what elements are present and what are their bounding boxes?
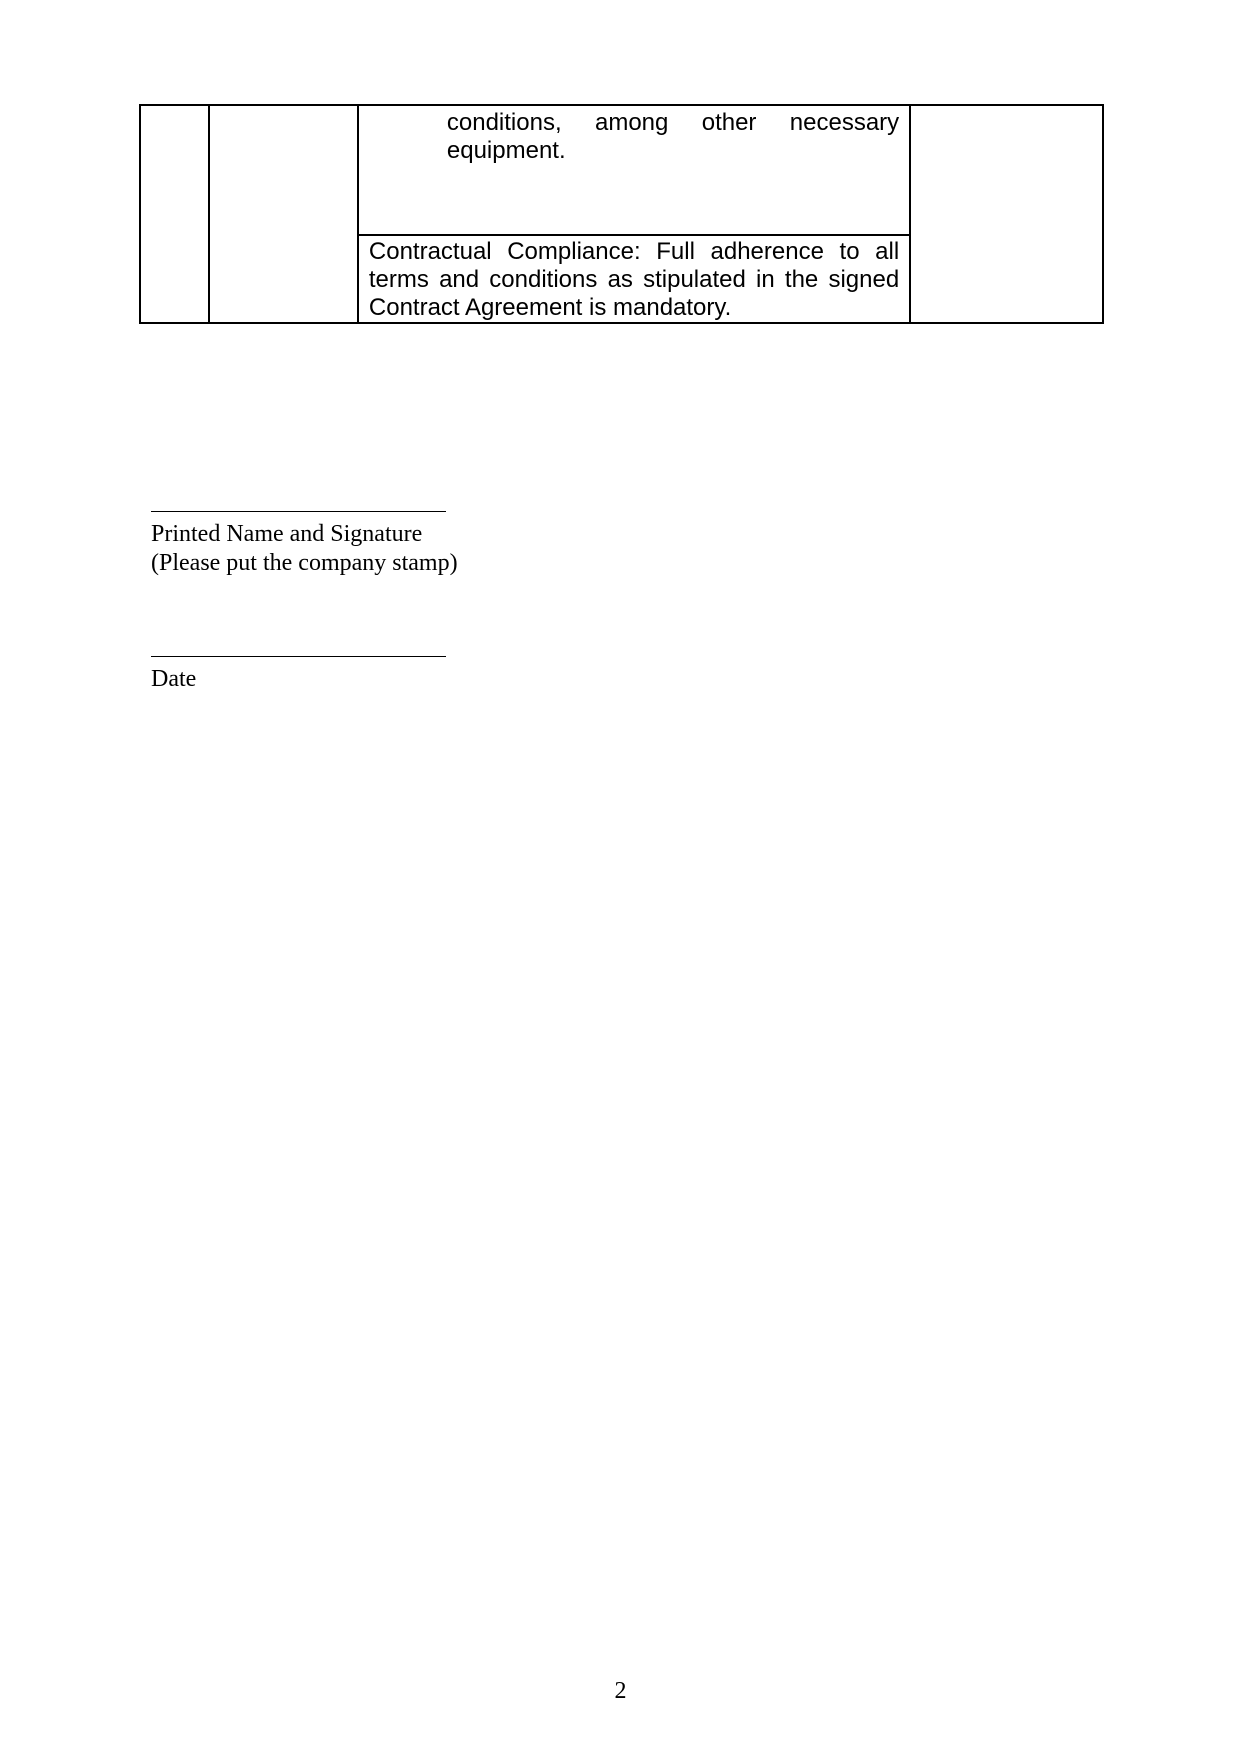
signature-line — [151, 511, 446, 512]
company-stamp-note: (Please put the company stamp) — [151, 550, 458, 576]
date-label: Date — [151, 666, 197, 692]
item-number-cell — [140, 105, 209, 323]
requirement-cell-continued — [358, 105, 910, 235]
continued-requirement-text: conditions, among other necessary equipment. — [446, 109, 900, 164]
page-number: 2 — [614, 1678, 627, 1704]
specifications-table — [139, 104, 1104, 324]
item-name-cell — [209, 105, 358, 323]
date-line — [151, 656, 446, 657]
compliance-cell — [910, 105, 1103, 323]
compliance-requirement-text: Contractual Compliance: Full adherence to all terms and conditions as stipulated in the signed Contract Agreement is mandatory. — [368, 238, 900, 321]
requirement-cell-compliance — [358, 235, 910, 323]
printed-name-label: Printed Name and Signature — [151, 521, 423, 547]
